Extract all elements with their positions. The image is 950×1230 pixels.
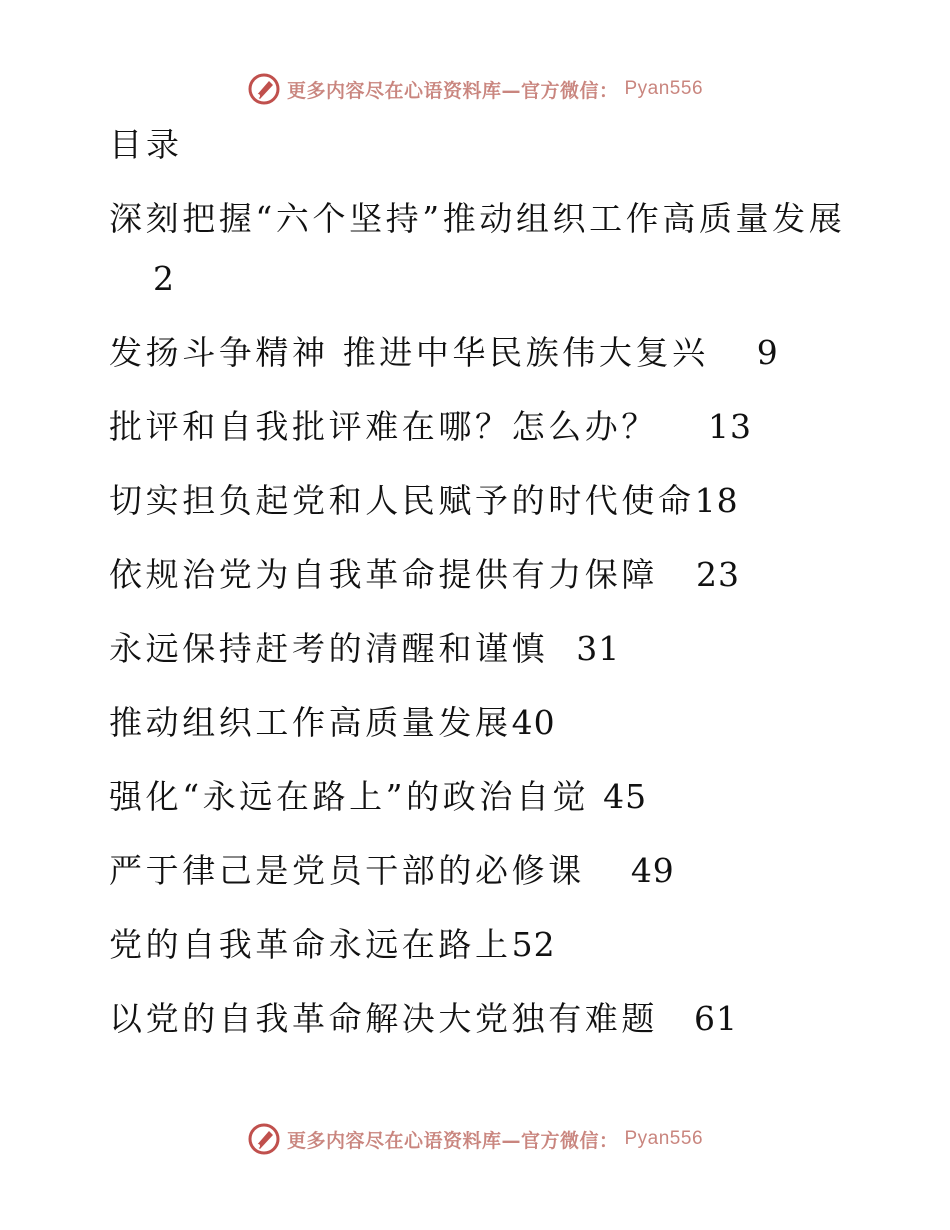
toc-entry-title: 党的自我革命永远在路上 — [109, 925, 512, 964]
toc-entry-page: 45 — [603, 777, 648, 816]
footer-watermark — [0, 1122, 950, 1156]
toc-entry-page: 9 — [756, 333, 779, 372]
toc-entry[interactable] — [109, 626, 620, 672]
toc-entry[interactable] — [109, 196, 845, 242]
toc-entry[interactable] — [109, 996, 738, 1042]
header-watermark — [0, 72, 950, 106]
watermark-wechat-id: Pyan556 — [624, 1128, 704, 1149]
toc-entry-title: 以党的自我革命解决大党独有难题 — [109, 999, 658, 1038]
toc-entry-page: 23 — [696, 555, 740, 594]
toc-entry[interactable] — [109, 552, 740, 598]
toc-entry-page: 31 — [576, 629, 621, 668]
toc-entry[interactable] — [109, 774, 647, 820]
toc-entry-title: 永远保持赶考的清醒和谨慎 — [109, 629, 549, 668]
watermark-wechat-id: Pyan556 — [624, 78, 704, 99]
toc-entry-page: 18 — [694, 481, 739, 520]
toc-entry-title: 推动组织工作高质量发展 — [109, 703, 512, 742]
toc-entry-page: 49 — [630, 851, 675, 890]
toc-entry-title: 严于律己是党员干部的必修课 — [109, 851, 585, 890]
toc-heading: 目录 — [109, 125, 183, 164]
watermark-text: 更多内容尽在心语资料库—官方微信： — [286, 79, 619, 102]
toc-entry[interactable] — [109, 700, 556, 746]
toc-entry-title: 强化“永远在路上”的政治自觉 — [109, 777, 590, 816]
toc-entry-page: 52 — [511, 925, 556, 964]
toc-entry[interactable] — [109, 848, 675, 894]
toc-entry[interactable] — [109, 404, 752, 450]
toc-entry[interactable] — [109, 478, 739, 524]
pen-logo-icon — [247, 72, 281, 106]
toc-entry-title: 切实担负起党和人民赋予的时代使命 — [109, 481, 695, 520]
pen-logo-icon — [247, 1122, 281, 1156]
toc-entry-page: 2 — [153, 259, 174, 298]
toc-entry-title: 批评和自我批评难在哪？怎么办？ — [109, 407, 658, 446]
toc-entry-title: 深刻把握“六个坚持”推动组织工作高质量发展 — [109, 199, 846, 238]
toc-entry-page: 40 — [511, 703, 556, 742]
toc-entry-page: 13 — [708, 407, 752, 446]
toc-entry-title: 发扬斗争精神 推进中华民族伟大复兴 — [109, 333, 709, 372]
toc-entry[interactable] — [109, 330, 779, 376]
toc-entry-page: 61 — [694, 999, 738, 1038]
toc-entry-title: 依规治党为自我革命提供有力保障 — [109, 555, 658, 594]
watermark-text: 更多内容尽在心语资料库—官方微信： — [286, 1129, 619, 1152]
toc-entry[interactable] — [109, 922, 556, 968]
